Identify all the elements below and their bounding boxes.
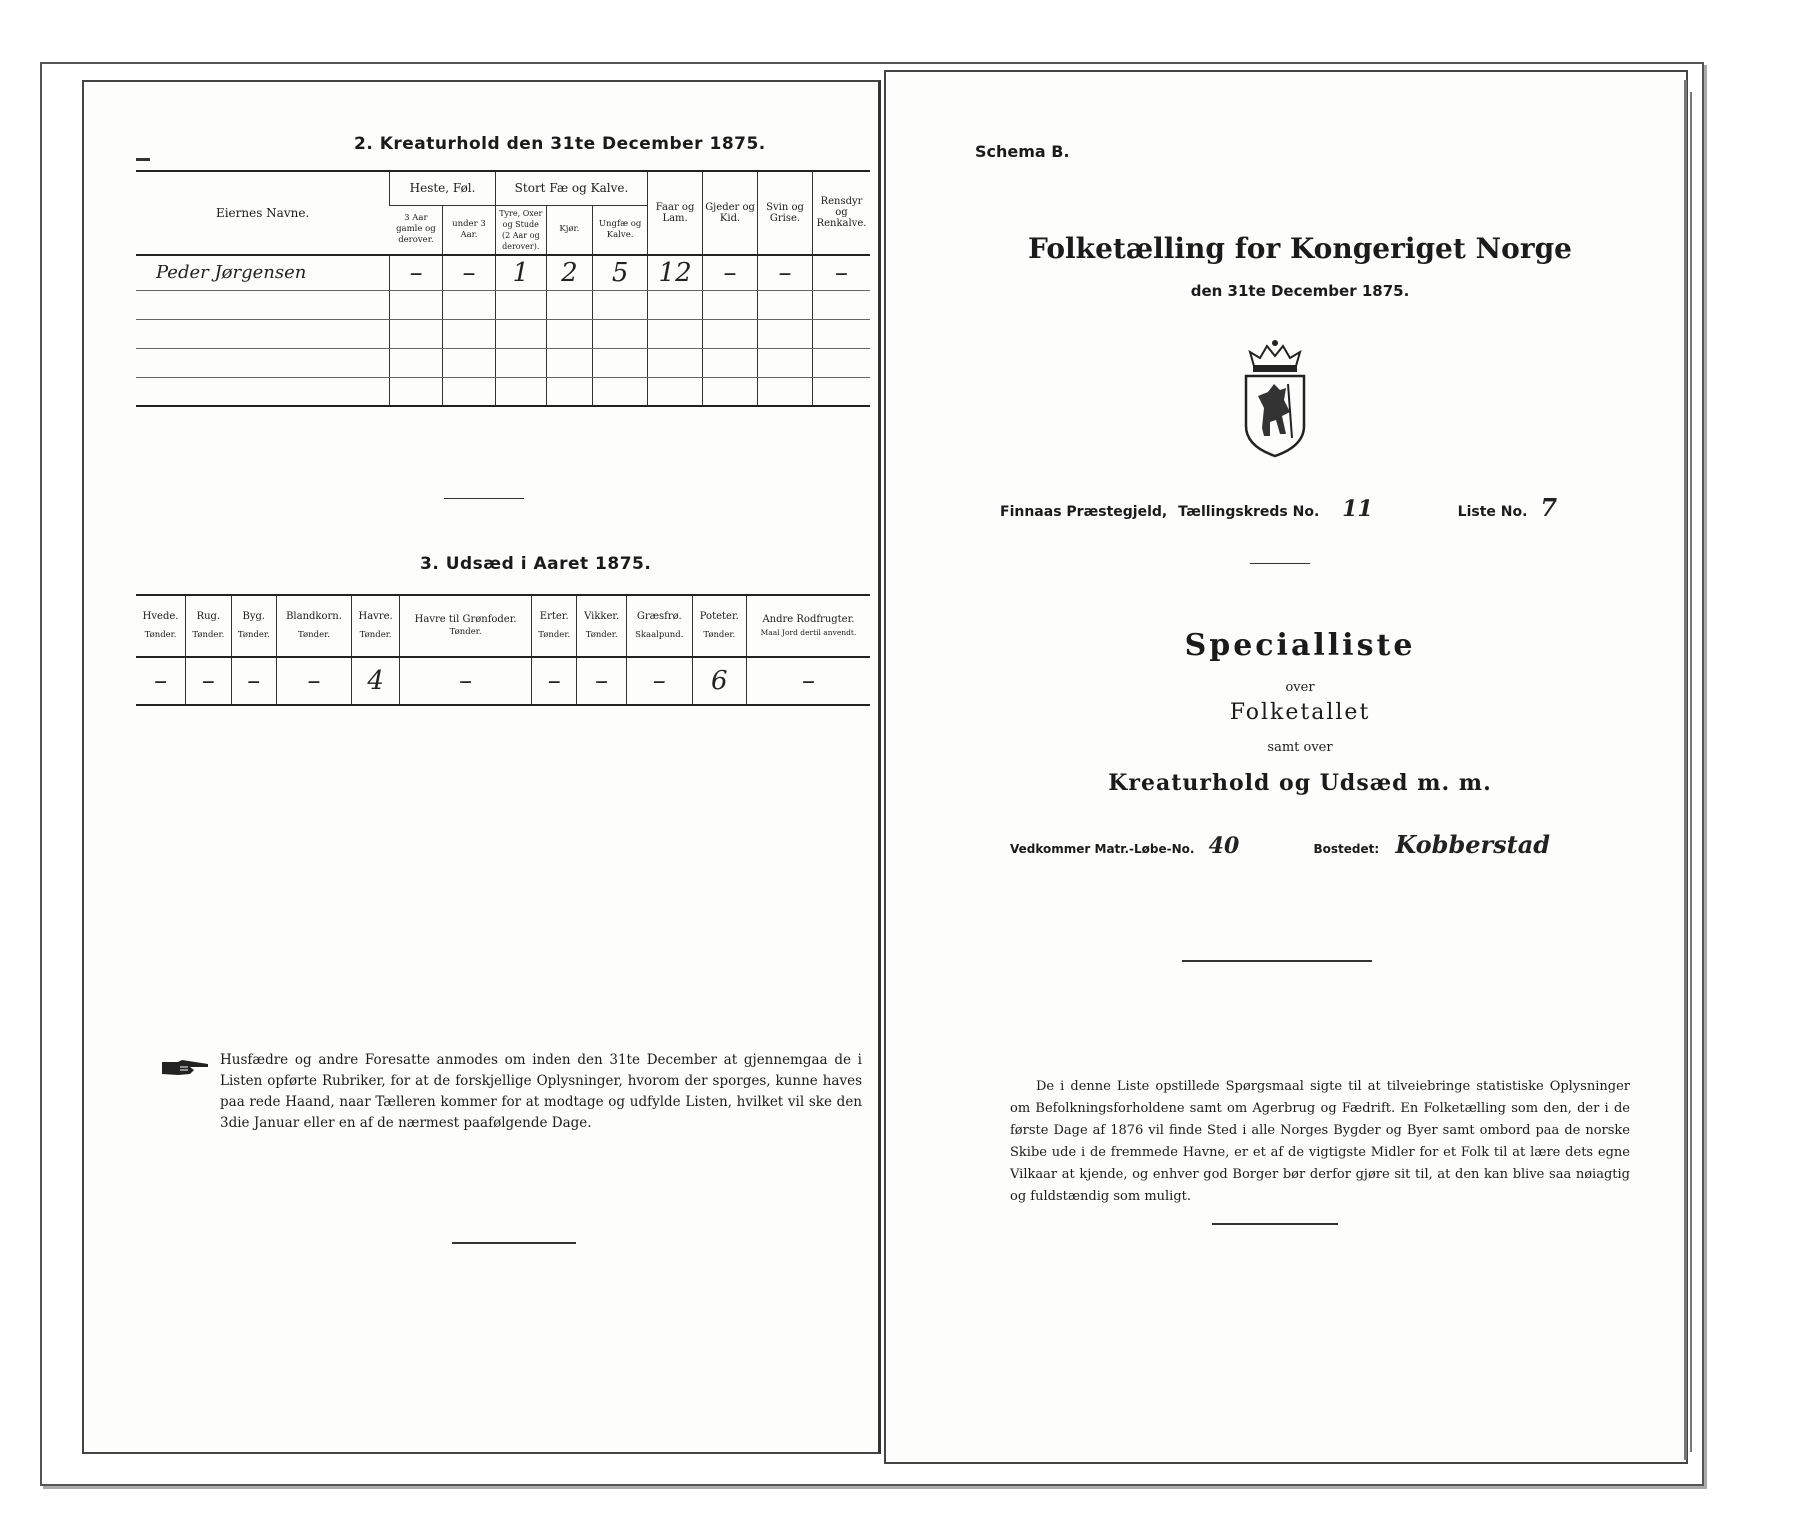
table-cell: 1 [495,255,546,291]
parish-label: Finnaas Præstegjeld, [1000,504,1168,520]
over-text: over [1285,680,1315,695]
list-number: 7 [1540,493,1558,522]
specialliste-heading: Specialliste [1184,628,1416,663]
cows-header: Kjør. [546,205,593,255]
header-rye: Rug. Tønder. [186,595,231,657]
table-row [136,377,870,406]
divider [1182,960,1372,962]
horses-adult-header: 3 Aar gamle og derover. [396,213,436,245]
divider [1212,1223,1338,1225]
district-label: Tællingskreds No. [1178,504,1320,520]
sowing-title: 3. Udsæd i Aaret 1875. [420,554,652,574]
header-peas: Erter. Tønder. [531,595,576,657]
divider [452,1242,576,1244]
table-cell: – [531,657,576,705]
header-potatoes: Poteter. Tønder. [692,595,746,657]
header-green-oats: Havre til Grønfoder. Tønder. [400,595,532,657]
header-root-crops: Andre Rodfrugter. Maal Jord dertil anvendt. [746,595,870,657]
schema-label: Schema B. [975,142,1070,161]
table-cell: – [186,657,231,705]
notice-text: Husfædre og andre Foresatte anmodes om inden den 31te December at gjennemgaa de i Listen opførte Rubriker, for at de forskjellige Oplysninger, hvorom der sporges, kunne haves paa rede Haand, naar Tælleren kommer for at modtage og udfylde Listen, hvilket vil ske den 3die Januar eller en af de nærmest paafølgende Dage. [220,1052,862,1131]
cattle-header: Stort Fæ og Kalve. [495,171,647,205]
info-text: De i denne Liste opstillede Spørgsmaal sigte til at tilveiebringe statistiske Oplysninger om Befolkningsforholdene samt om Agerbrug og Fædrift. En Folketælling som den, der i de første Dage af 1876 vil finde Sted i alle Norges Bygder og Byer samt ombord paa de norske Skibe ude i de fremmede Havne, er et af de vigtigste Midler for et Folk til at lære dets egne Vilkaar at kjende, og enhver god Borger bør derfor gjøre sit til, at den kan blive saa nøiagtig og fuldstændig som muligt. [1010,1079,1630,1204]
owner-header: Eiernes Navne. [215,205,310,220]
livestock-table [136,170,870,407]
page-edge [1684,80,1687,1460]
table-cell: – [231,657,276,705]
coat-of-arms-icon [1240,338,1310,458]
header-barley: Byg. Tønder. [231,595,276,657]
matr-line [1010,830,1550,859]
main-title: Folketælling for Kongeriget Norge [1028,232,1572,265]
table-row [136,657,870,705]
table-cell: – [703,255,758,291]
matr-label: Vedkommer Matr.-Løbe-No. [1010,842,1195,856]
samt-over-text: samt over [1267,740,1333,755]
bosted-label: Bostedet: [1313,842,1380,856]
horses-young-header: under 3 Aar. [443,205,496,255]
table-cell: 6 [692,657,746,705]
district-number: 11 [1342,496,1373,522]
table-cell: – [136,657,186,705]
table-cell: – [577,657,626,705]
bosted-value: Kobberstad [1395,830,1551,859]
table-cell: – [813,255,871,291]
table-cell: – [758,255,813,291]
left-page [82,80,881,1454]
table-cell: – [626,657,692,705]
matr-number: 40 [1208,833,1240,859]
right-page [884,70,1688,1464]
table-row [136,290,870,319]
pigs-header: Svin og Grise. [758,171,813,255]
header-vetch: Vikker. Tønder. [577,595,626,657]
table-cell: 12 [648,255,703,291]
header-wheat: Hvede. Tønder. [142,611,179,640]
table-cell: – [443,255,496,291]
divider [444,498,524,499]
table-row [136,348,870,377]
horses-header: Heste, Føl. [390,171,496,205]
calves-header: Ungfæ og Kalve. [593,205,648,255]
header-oats: Havre. Tønder. [351,595,399,657]
table-cell: – [390,255,443,291]
table-cell: 5 [593,255,648,291]
parish-line [1000,493,1557,522]
sowing-table [136,594,870,706]
table-cell: 2 [546,255,593,291]
pointing-hand-icon [160,1058,212,1078]
sheep-header: Faar og Lam. [648,171,703,255]
list-label: Liste No. [1457,504,1528,520]
owner-name: Peder Jørgensen [136,255,390,291]
header-grass-seed: Græsfrø. Skaalpund. [626,595,692,657]
folketallet-heading: Folketallet [1229,700,1371,725]
goats-header: Gjeder og Kid. [703,171,758,255]
table-cell: – [746,657,870,705]
header-mixed-grain: Blandkorn. Tønder. [277,595,352,657]
corner-mark [136,158,150,161]
divider [1250,563,1310,564]
table-cell: 4 [351,657,399,705]
table-cell: – [400,657,532,705]
table-row [136,319,870,348]
bulls-header: Tyre, Oxer og Stude (2 Aar og derover). [495,205,546,255]
table-cell: – [277,657,352,705]
census-date: den 31te December 1875. [1190,282,1410,300]
table-row [136,255,870,291]
kreaturhold-heading: Kreaturhold og Udsæd m. m. [1108,770,1492,796]
livestock-title: 2. Kreaturhold den 31te December 1875. [354,134,766,154]
reindeer-header: Rensdyr og Renkalve. [813,171,871,255]
page-edge [1690,92,1692,1452]
